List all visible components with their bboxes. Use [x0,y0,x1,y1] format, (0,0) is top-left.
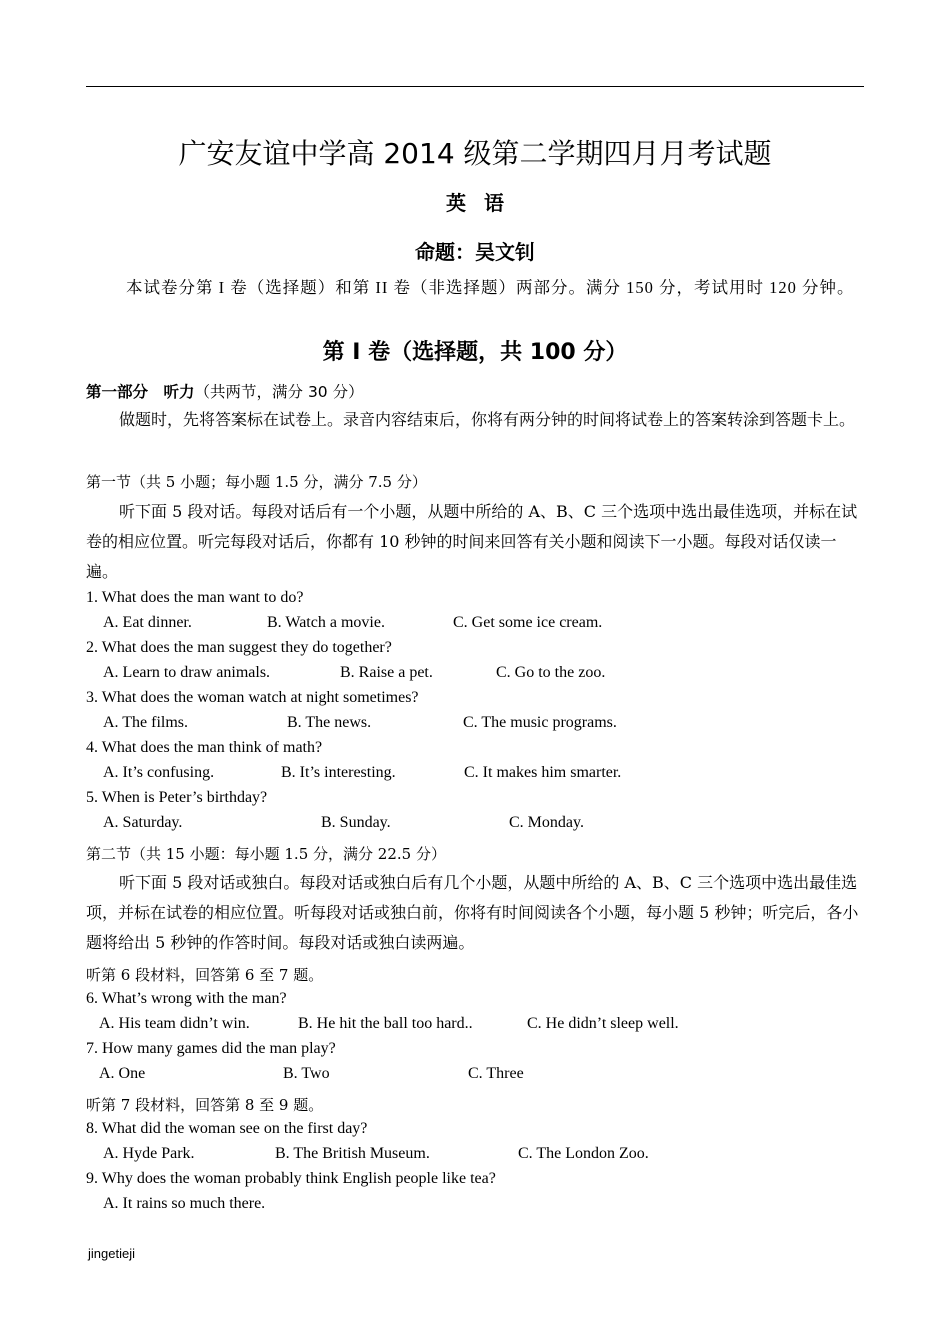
question-6: 6. What’s wrong with the man? [86,990,287,1007]
q5-option-b: B. Sunday. [321,814,391,831]
question-1: 1. What does the man want to do? [86,589,304,606]
q1-option-a: A. Eat dinner. [103,614,192,631]
q6-option-b: B. He hit the ball too hard.. [298,1015,473,1032]
q9-option-a: A. It rains so much there. [103,1195,266,1212]
q1-option-c: C. Get some ice cream. [453,614,603,631]
top-rule [86,86,864,87]
part1-title: 第一部分 听力 [86,383,195,401]
q8-option-b: B. The British Museum. [275,1145,430,1162]
q3-option-c: C. The music programs. [463,714,617,731]
q5-option-c: C. Monday. [509,814,584,831]
question-4: 4. What does the man think of math? [86,739,323,756]
exam-title: 广安友谊中学高 2014 级第二学期四月月考试题 [178,137,772,170]
q2-option-a: A. Learn to draw animals. [103,664,271,681]
q2-option-c: C. Go to the zoo. [496,664,606,681]
q1-option-b: B. Watch a movie. [267,614,385,631]
q4-option-a: A. It’s confusing. [103,764,215,781]
q5-option-a: A. Saturday. [103,814,183,831]
part1-heading [86,380,364,402]
question-8: 8. What did the woman see on the first day? [86,1120,368,1137]
q8-option-c: C. The London Zoo. [518,1145,649,1162]
exam-author: 命题：吴文钊 [415,240,535,264]
part1-instruction: 做题时，先将答案标在试卷上。录音内容结束后，你将有两分钟的时间将试卷上的答案转涂到答题卡上。 [119,410,856,429]
material-6-note: 听第 6 段材料，回答第 6 至 7 题。 [86,966,324,984]
q4-option-b: B. It’s interesting. [281,764,396,781]
q4-option-c: C. It makes him smarter. [464,764,622,781]
q3-option-b: B. The news. [287,714,372,731]
question-2: 2. What does the man suggest they do together? [86,639,392,656]
q3-option-a: A. The films. [103,714,189,731]
section1-title: 第一节（共 5 小题；每小题 1.5 分，满分 7.5 分） [86,473,427,491]
page-footer: jingetieji [88,1246,135,1261]
question-7: 7. How many games did the man play? [86,1040,336,1057]
question-3: 3. What does the woman watch at night sometimes? [86,689,419,706]
q7-option-c: C. Three [468,1065,524,1082]
exam-intro: 本试卷分第 I 卷（选择题）和第 II 卷（非选择题）两部分。满分 150 分，考试用时 120 分钟。 [126,278,855,297]
q6-option-a: A. His team didn’t win. [99,1015,250,1032]
section2-title: 第二节（共 15 小题：每小题 1.5 分，满分 22.5 分） [86,845,446,863]
q2-option-b: B. Raise a pet. [340,664,433,681]
part1-note: （共两节，满分 30 分） [194,383,364,401]
section2-instruction: 听下面 5 段对话或独白。每段对话或独白后有几个小题，从题中所给的 A、B、C 三个选项中选出最佳选项，并标在试卷的相应位置。听每段对话或独白前，你将有时间阅读各个小题，每小题 5 秒钟；听完后，各小题将给出 5 秒钟的作答时间。每段对话或独白读两遍。 [86,873,859,952]
q6-option-c: C. He didn’t sleep well. [527,1015,679,1032]
section1-instruction: 听下面 5 段对话。每段对话后有一个小题，从题中所给的 A、B、C 三个选项中选出最佳选项，并标在试卷的相应位置。听完每段对话后，你都有 10 秒钟的时间来回答有关小题和阅读下一小题。每段对话仅读一遍。 [86,502,858,581]
material-7-note: 听第 7 段材料，回答第 8 至 9 题。 [86,1096,324,1114]
exam-subject: 英语 [446,191,522,215]
volume-title: 第 I 卷（选择题，共 100 分） [322,340,628,365]
question-5: 5. When is Peter’s birthday? [86,789,268,806]
q7-option-a: A. One [99,1065,146,1082]
q8-option-a: A. Hyde Park. [103,1145,195,1162]
q7-option-b: B. Two [283,1065,330,1082]
question-9: 9. Why does the woman probably think English people like tea? [86,1170,496,1187]
